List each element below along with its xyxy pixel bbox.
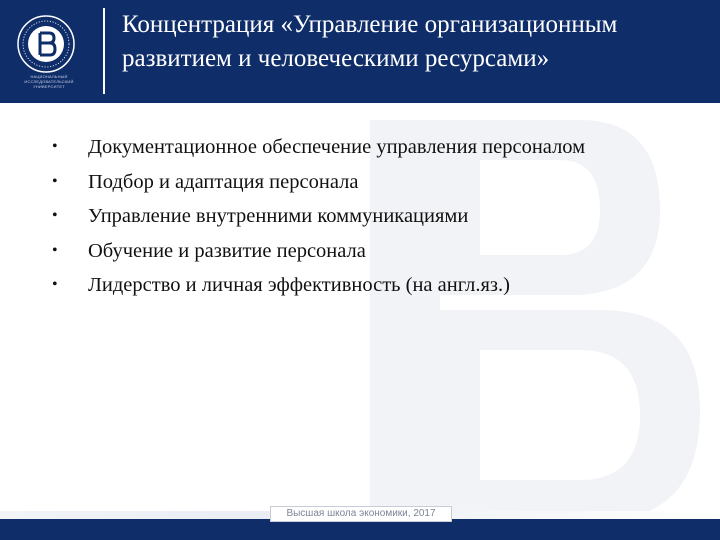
- logo-caption: НАЦИОНАЛЬНЫЙ ИССЛЕДОВАТЕЛЬСКИЙ УНИВЕРСИТЕТ: [24, 74, 74, 89]
- list-item-label: Подбор и адаптация персонала: [88, 170, 359, 193]
- bullet-icon: •: [52, 138, 58, 155]
- list-item: [52, 165, 702, 200]
- page-title: Концентрация «Управление организационным развитием и человеческими ресурсами»: [122, 11, 618, 72]
- list-item-label: Документационное обеспечение управления персоналом: [88, 136, 586, 158]
- bullet-content: [52, 130, 702, 303]
- list-item-label: Управление внутренними коммуникациями: [88, 205, 469, 227]
- bullet-list: [52, 130, 702, 303]
- list-item: [52, 199, 702, 234]
- bullet-icon: •: [52, 276, 58, 293]
- hse-university-emblem-icon: [16, 14, 76, 74]
- bullet-icon: •: [52, 172, 58, 190]
- list-item: [52, 234, 702, 269]
- slide-header: [0, 0, 720, 103]
- bullet-icon: •: [52, 241, 58, 259]
- list-item: [52, 268, 702, 303]
- footer-bar: [0, 519, 720, 540]
- list-item: [52, 130, 702, 165]
- list-item-label: Обучение и развитие персонала: [88, 239, 366, 262]
- bullet-icon: •: [52, 207, 58, 224]
- list-item-label: Лидерство и личная эффективность (на англ.яз.): [88, 274, 510, 296]
- header-divider: [103, 8, 105, 94]
- footer-text: Высшая школа экономики, 2017: [286, 508, 436, 519]
